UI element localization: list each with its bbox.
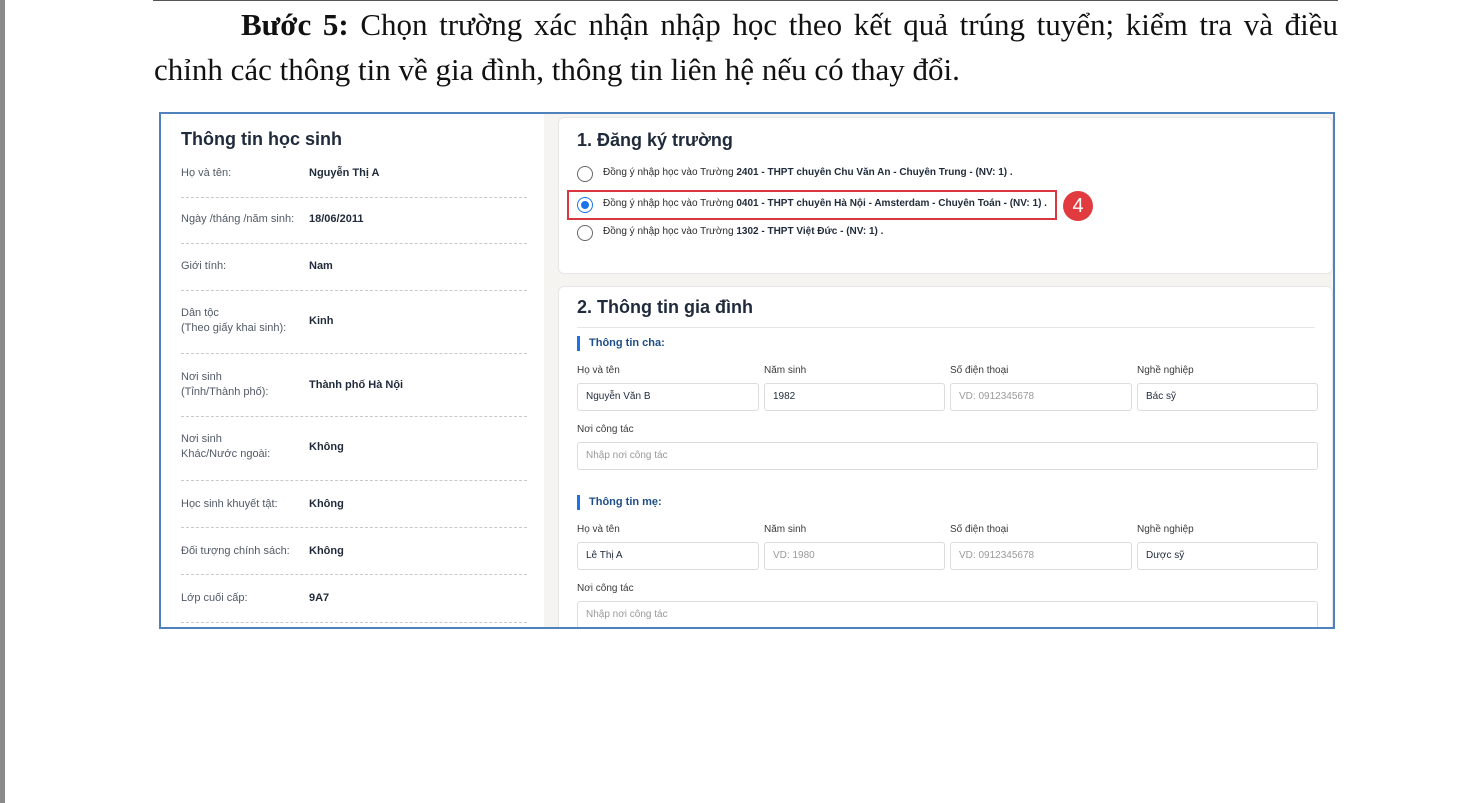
father-phone-label: Số điện thoại [950,365,1009,376]
page-top-rule [153,0,1338,1]
row-value: Thành phố Hà Nội [309,379,404,391]
label-line-2: (Tỉnh/Thành phố): [181,386,269,398]
row-label: Giới tính: [181,260,227,272]
father-job-input[interactable]: Bác sỹ [1137,383,1318,411]
row-value: Không [309,545,344,557]
mother-job-input[interactable]: Dược sỹ [1137,542,1318,570]
row-label [181,370,268,400]
father-birth-year-input[interactable]: 1982 [764,383,945,411]
row-label: Học sinh khuyết tật: [181,498,278,510]
family-info-card [558,286,1333,629]
row-value: Không [309,498,344,510]
option-prefix: Đồng ý nhập học vào Trường [603,226,737,237]
option-school: 0401 - THPT chuyên Hà Nội - Amsterdam - Chuyên Toán - (NV: 1) . [736,198,1047,209]
father-name-input[interactable]: Nguyễn Văn B [577,383,759,411]
student-row-class [181,574,527,623]
label-line-1: Nơi sinh [181,371,222,383]
page-left-border [0,0,5,803]
section-divider [577,327,1315,328]
label-line-2: Khác/Nước ngoài: [181,448,271,460]
father-job-label: Nghề nghiệp [1137,365,1194,376]
mother-name-label: Họ và tên [577,524,620,535]
student-row-ethnicity [181,290,527,354]
option-prefix: Đồng ý nhập học vào Trường [603,198,737,209]
school-registration-title: 1. Đăng ký trường [577,130,733,150]
step-label: Bước 5: [241,7,349,42]
student-row-policy [181,527,527,575]
option-school: 2401 - THPT chuyên Chu Văn An - Chuyên Trung - (NV: 1) . [736,167,1013,178]
student-row-disability [181,480,527,528]
step-number-badge: 4 [1063,191,1093,221]
screenshot-frame [159,112,1335,629]
option-prefix: Đồng ý nhập học vào Trường [603,167,737,178]
row-label: Đối tượng chính sách: [181,545,290,557]
school-option-label [603,226,883,237]
school-option-label [603,198,1047,209]
radio-button[interactable] [577,166,593,182]
school-registration-card [558,117,1333,274]
row-value: 9A7 [309,592,330,604]
row-value: Kinh [309,315,334,327]
father-phone-input[interactable]: VD: 0912345678 [950,383,1132,411]
row-label [181,432,270,462]
student-row-birthplace-other [181,416,527,481]
student-info-title: Thông tin học sinh [181,129,342,149]
row-label: Lớp cuối cấp: [181,592,248,604]
radio-button-selected[interactable] [577,197,593,213]
row-label [181,306,286,336]
mother-phone-input[interactable]: VD: 0912345678 [950,542,1132,570]
row-value: Nguyễn Thị A [309,167,380,179]
father-name-label: Họ và tên [577,365,620,376]
mother-workplace-input[interactable]: Nhập nơi công tác [577,601,1318,629]
mother-heading: Thông tin mẹ: [577,495,662,510]
mother-name-input[interactable]: Lê Thị A [577,542,759,570]
mother-job-label: Nghề nghiệp [1137,524,1194,535]
student-row-name [181,159,527,198]
label-line-1: Dân tộc [181,307,219,319]
mother-workplace-label: Nơi công tác [577,583,634,594]
label-line-2: (Theo giấy khai sinh): [181,322,287,334]
mother-phone-label: Số điện thoại [950,524,1009,535]
row-label: Họ và tên: [181,167,232,179]
instruction-paragraph [154,2,1338,92]
student-row-dob [181,197,527,244]
family-info-title: 2. Thông tin gia đình [577,297,753,317]
father-workplace-label: Nơi công tác [577,424,634,435]
father-heading: Thông tin cha: [577,336,665,351]
mother-birth-year-label: Năm sinh [764,524,807,535]
row-value: Nam [309,260,333,272]
radio-button[interactable] [577,225,593,241]
father-birth-year-label: Năm sinh [764,365,807,376]
row-label: Ngày /tháng /năm sinh: [181,213,295,225]
father-workplace-input[interactable]: Nhập nơi công tác [577,442,1318,470]
instruction-text: Chọn trường xác nhận nhập học theo kết quả trúng tuyển; kiểm tra và điều chỉnh các thông tin về gia đình, thông tin liên hệ nếu có thay đổi. [154,7,1339,87]
row-value: Không [309,441,344,453]
student-info-panel [161,114,544,627]
option-school: 1302 - THPT Việt Đức - (NV: 1) . [736,226,884,237]
school-option-label [603,167,1013,178]
mother-birth-year-input[interactable]: VD: 1980 [764,542,945,570]
label-line-1: Nơi sinh [181,433,222,445]
student-row-gender [181,243,527,291]
row-value: 18/06/2011 [309,213,364,225]
student-row-birthplace [181,353,527,417]
